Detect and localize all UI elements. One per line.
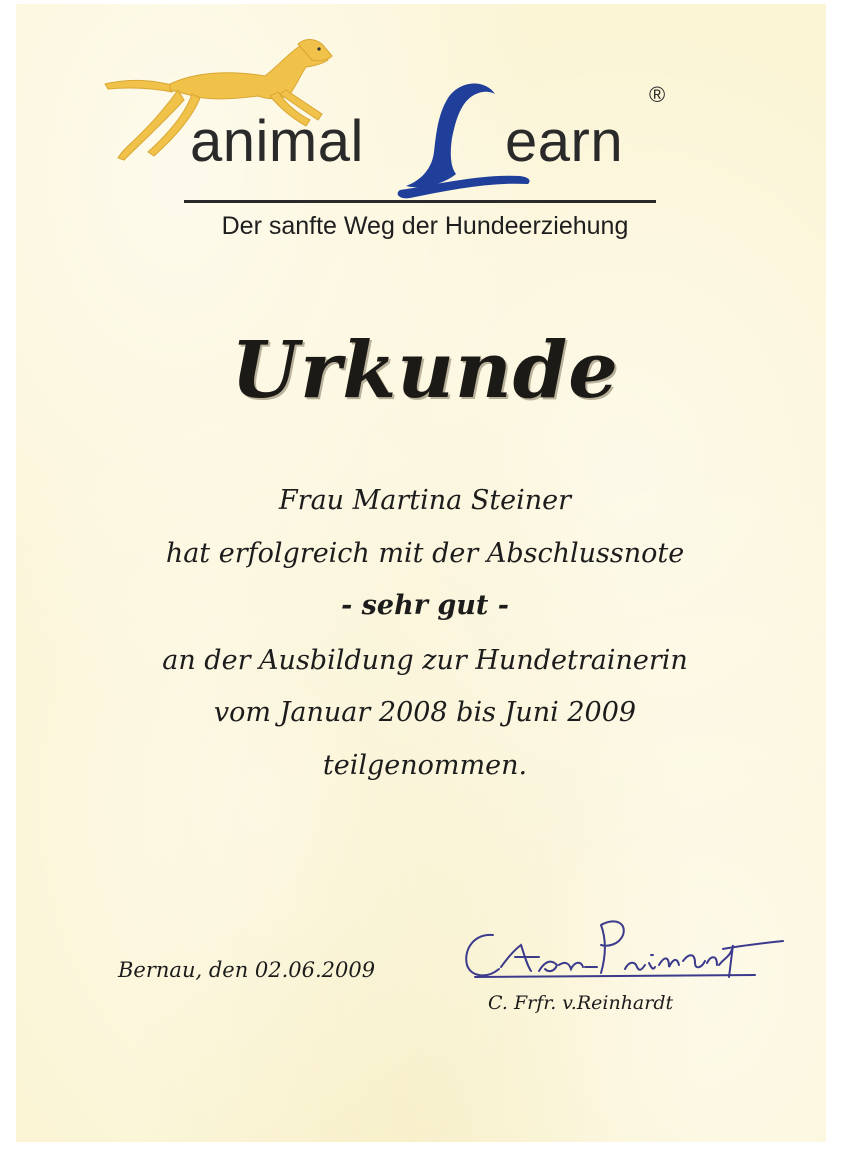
brand-word-animal: animal	[190, 109, 364, 174]
period-line: vom Januar 2008 bis Juni 2009	[213, 697, 637, 728]
statement-line: hat erfolgreich mit der Abschlussnote	[165, 538, 685, 569]
brand-word-earn: earn	[505, 109, 624, 174]
registered-mark: ®	[649, 82, 666, 107]
recipient-name: Frau Martina Steiner	[278, 485, 572, 516]
place-and-date: Bernau, den 02.06.2009	[118, 958, 376, 982]
logo-divider	[184, 200, 656, 203]
handwritten-signature	[455, 905, 785, 995]
signer-name: C. Frfr. v.Reinhardt	[488, 992, 674, 1014]
participation-line: teilgenommen.	[322, 750, 528, 781]
course-line: an der Ausbildung zur Hundetrainerin	[162, 645, 688, 676]
certificate-title: Urkunde	[231, 325, 619, 416]
logo-tagline: Der sanfte Weg der Hundeerziehung	[221, 212, 629, 240]
grade: - sehr gut -	[341, 590, 509, 621]
